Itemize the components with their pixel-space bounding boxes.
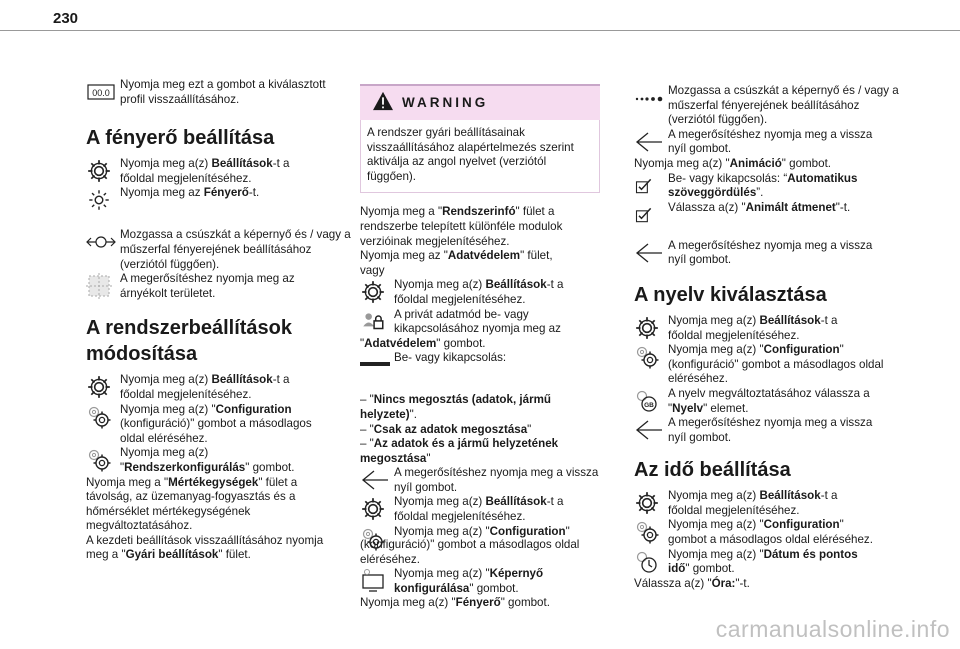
warning-header bbox=[360, 86, 600, 120]
privacy-step-5 bbox=[360, 495, 600, 524]
text-bold: Automatikus szöveggördülés bbox=[668, 171, 858, 200]
checkbox-icon bbox=[634, 172, 668, 200]
column-2: WARNING A rendszer gyári beállításainak visszaállításához alapértelmezés szerint aktiválja az angol nyelvet (verziótól függően). Nyomja meg a "Rendszerinfó" fület a rendszerbe telepített különféle modulok verzióinak megjelenítéséhez. Nyomja meg az "Adatvédelem" fület, vagy Nyomja meg a(z) Beállítások-t a főoldal megjelenítéséhez. A privát adatmód be- vagy kikapcsolásához nyomja meg az "Adatvédelem" gombot. Be- vagy kikapcsolás: – "Nincs megosztás (adatok, jármű helyzete)". – "Csak az adatok megosztása" – "Az adatok és a jármű helyzetének megosztása" A megerősítéshez nyomja meg a vissza nyíl gombot. Nyomja meg a(z) Beállítások-t a főoldal megjelenítéséhez. Nyomja meg a(z) "Configuration" (konfiguráció)" gombot a másodlagos oldal eléréséhez. Nyomja meg a(z) "Képernyő konfigurálása" gombot. Nyomja meg a(z) "Fényerő" gombot. bbox=[360, 84, 600, 611]
text: " bbox=[426, 451, 431, 465]
warning-body: A rendszer gyári beállításainak visszaállításához alapértelmezés szerint aktiválja az angol nyelvet (verziótól függően). bbox=[360, 120, 600, 193]
c3-step-2 bbox=[634, 128, 874, 157]
text-bold: Rendszerkonfigurálás bbox=[124, 460, 246, 474]
text: (konfiguráció)" gombot a másodlagos oldal eléréséhez. bbox=[120, 417, 312, 445]
text: " fület, bbox=[520, 249, 553, 263]
language-heading: A nyelv kiválasztása bbox=[634, 283, 827, 306]
factory-reset-paragraph bbox=[86, 534, 326, 563]
text: Nyomja meg a(z) bbox=[394, 278, 486, 292]
text: Nyomja meg a " bbox=[360, 205, 443, 219]
page-number: 230 bbox=[53, 10, 79, 27]
text-bold: Nyelv bbox=[672, 401, 704, 415]
text-bold: Beállítások bbox=[759, 313, 821, 327]
system-step-1 bbox=[86, 373, 326, 402]
text-bold: Mértékegységek bbox=[168, 475, 259, 489]
warning-box bbox=[360, 84, 600, 193]
text: -t a főoldal megjelenítéséhez. bbox=[394, 278, 564, 306]
text: " gombot. bbox=[685, 562, 735, 576]
text-bold: Beállítások bbox=[759, 489, 821, 503]
text: " bbox=[565, 524, 570, 538]
text: A kezdeti beállítások visszaállításához nyomja meg a " bbox=[86, 533, 324, 562]
privacy-step-2 bbox=[360, 308, 600, 337]
text-bold: Dátum és pontos idő bbox=[668, 547, 858, 576]
text: -t a főoldal megjelenítéséhez. bbox=[120, 373, 290, 401]
brightness-heading: A fényerő beállítása bbox=[86, 127, 275, 150]
footer-watermark: carmanualsonline.info bbox=[715, 616, 950, 642]
text: Válassza a(z) " bbox=[634, 576, 712, 590]
lang-step-1 bbox=[634, 314, 874, 343]
text: Nyomja meg az " bbox=[360, 249, 448, 263]
text-bold: Óra: bbox=[711, 576, 736, 590]
text: "-t. bbox=[835, 200, 851, 214]
text-bold: Animált átmenet bbox=[745, 200, 836, 214]
system-heading-line2: módosítása bbox=[86, 343, 198, 366]
text-bold: Configuration bbox=[763, 518, 840, 532]
gear-icon bbox=[360, 495, 394, 523]
text-bold: Nincs megosztás (adatok, jármű helyzete) bbox=[360, 393, 551, 421]
configuration-gear-icon bbox=[634, 518, 668, 546]
checkbox-icon bbox=[634, 201, 668, 229]
text: " fület a távolság, az üzemanyag-fogyasztás és a hőmérséklet mértékegységének megváltoztatásához. bbox=[86, 475, 298, 533]
text: " gombot. bbox=[245, 460, 295, 474]
text-bold: Gyári beállítások bbox=[125, 548, 219, 562]
text: Válassza a(z) " bbox=[668, 200, 746, 214]
text: Nyomja meg a(z) " bbox=[120, 402, 216, 416]
text: Nyomja meg az bbox=[120, 186, 204, 200]
text: – " bbox=[360, 437, 374, 451]
text-bold: Rendszerinfó bbox=[442, 205, 516, 219]
c3-step-3 bbox=[634, 172, 874, 201]
system-step-3 bbox=[86, 446, 326, 475]
time-step-3 bbox=[634, 548, 874, 577]
text: " gombot. bbox=[436, 336, 486, 350]
back-arrow-icon bbox=[634, 416, 668, 444]
toggle-icon bbox=[360, 351, 394, 379]
text: " gombot. bbox=[469, 581, 519, 595]
text: -t a főoldal megjelenítéséhez. bbox=[668, 313, 838, 342]
text: vagy bbox=[360, 263, 385, 277]
brightness-icon bbox=[86, 186, 120, 214]
text: Nyomja meg a(z) " bbox=[394, 567, 490, 581]
brightness-step-3 bbox=[86, 228, 351, 272]
text: Nyomja meg a(z) " bbox=[394, 524, 490, 538]
text: -t a főoldal megjelenítéséhez. bbox=[668, 489, 838, 517]
text: " fület a rendszerbe telepített különféle modulok verzióinak megjelenítéséhez. bbox=[360, 205, 563, 248]
text-bold: Configuration bbox=[489, 524, 566, 538]
text: Nyomja meg a(z) " bbox=[360, 596, 456, 610]
text: Nyomja meg a(z) bbox=[668, 489, 760, 503]
text: A megerősítéshez nyomja meg a vissza nyíl gombot. bbox=[668, 127, 873, 156]
back-arrow-icon bbox=[360, 466, 394, 494]
text: ". bbox=[409, 407, 417, 421]
system-heading-line1: A rendszerbeállítások bbox=[86, 317, 293, 340]
text-bold: Beállítások bbox=[485, 495, 547, 509]
text: A megerősítéshez nyomja meg az árnyékolt területet. bbox=[120, 272, 295, 300]
text: A nyelv megváltoztatásához válassza a " bbox=[668, 386, 870, 415]
gear-icon bbox=[360, 278, 394, 306]
text-bold: Configuration bbox=[215, 402, 292, 416]
text-bold: Csak az adatok megosztása bbox=[373, 422, 528, 436]
text: -t a főoldal megjelenítéséhez. bbox=[120, 157, 290, 185]
language-icon bbox=[634, 387, 668, 415]
c3-step-4 bbox=[634, 201, 874, 229]
text: Nyomja meg a(z) bbox=[120, 373, 212, 387]
warning-title: WARNING bbox=[402, 94, 489, 110]
dots-slider-icon bbox=[634, 84, 668, 112]
slider-icon bbox=[86, 228, 120, 256]
brightness-step-2 bbox=[86, 186, 326, 214]
text: " gombot a másodlagos oldal eléréséhez. bbox=[668, 518, 873, 547]
system-step-2 bbox=[86, 403, 326, 447]
text: – " bbox=[360, 422, 374, 436]
text: A megerősítéshez nyomja meg a vissza nyíl gombot. bbox=[668, 238, 873, 267]
configuration-gear-icon bbox=[634, 343, 668, 371]
text-bold: Beállítások bbox=[485, 278, 547, 292]
text-bold: Configuration bbox=[763, 343, 840, 357]
text: Nyomja meg a(z) bbox=[120, 157, 212, 171]
svg-text:GB: GB bbox=[644, 401, 654, 409]
text-bold: Beállítások bbox=[211, 373, 273, 387]
time-step-2 bbox=[634, 518, 874, 547]
brightness-step-1 bbox=[86, 157, 326, 186]
text: " (konfiguráció" gombot a másodlagos oldal eléréséhez. bbox=[668, 343, 884, 386]
text-bold: Fényerő bbox=[455, 596, 501, 610]
privacy-step-3 bbox=[360, 351, 600, 379]
shaded-area-icon bbox=[86, 272, 120, 300]
text: Nyomja meg a(z) " bbox=[668, 547, 764, 561]
text-bold: Képernyő konfigurálása bbox=[394, 567, 544, 595]
reset-button-icon bbox=[86, 78, 120, 106]
gear-icon bbox=[86, 373, 120, 401]
text: Mozgassa a csúszkát a képernyő és / vagy a műszerfal fényerejének beállításához (verziótól függően). bbox=[668, 84, 899, 127]
gear-icon bbox=[634, 314, 668, 342]
svg-text:00.0: 00.0 bbox=[92, 88, 110, 98]
brightness-step-4 bbox=[86, 272, 326, 301]
text: Nyomja meg a(z) " bbox=[668, 343, 764, 357]
text: Be- vagy kikapcsolás: bbox=[394, 351, 507, 365]
screen-config-icon bbox=[360, 567, 394, 595]
clock-icon bbox=[634, 548, 668, 576]
reset-intro: Nyomja meg ezt a gombot a kiválasztott profil visszaállításához. bbox=[120, 78, 326, 106]
text: – " bbox=[360, 393, 374, 407]
gear-icon bbox=[634, 489, 668, 517]
text: " elemet. bbox=[703, 401, 749, 415]
text: A megerősítéshez nyomja meg a vissza nyíl gombot. bbox=[394, 466, 599, 494]
text: " bbox=[527, 422, 532, 436]
text-bold: Animáció bbox=[729, 156, 782, 170]
lang-step-4 bbox=[634, 416, 874, 445]
gear-icon bbox=[86, 157, 120, 185]
text: (konfiguráció)" gombot a másodlagos oldal eléréséhez. bbox=[360, 538, 580, 566]
c3-step-1 bbox=[634, 84, 899, 128]
configuration-gear-icon bbox=[86, 403, 120, 431]
privacy-step-7 bbox=[360, 567, 600, 596]
text: Nyomja meg a " bbox=[86, 475, 169, 489]
privacy-step-4 bbox=[360, 466, 600, 495]
reset-step bbox=[86, 78, 326, 107]
text: Be- vagy kikapcsolás: “ bbox=[668, 171, 788, 185]
back-arrow-icon bbox=[634, 128, 668, 156]
text-bold: Adatvédelem bbox=[447, 249, 521, 263]
text: " gombot. bbox=[500, 596, 550, 610]
units-paragraph bbox=[86, 476, 326, 534]
column-3 bbox=[634, 84, 899, 591]
text: Nyomja meg a(z) " bbox=[120, 446, 209, 474]
back-arrow-icon bbox=[634, 239, 668, 267]
column-1 bbox=[86, 78, 351, 563]
text: Nyomja meg a(z) bbox=[394, 495, 486, 509]
privacy-step-1 bbox=[360, 278, 600, 307]
c3-step-5 bbox=[634, 239, 874, 268]
text: Mozgassa a csúszkát a képernyő és / vagy a műszerfal fényerejének beállításához (verziótól függően). bbox=[120, 228, 351, 271]
header-rule bbox=[0, 30, 960, 31]
lang-step-3 bbox=[634, 387, 874, 416]
warning-icon bbox=[372, 91, 394, 116]
text-bold: Beállítások bbox=[211, 157, 273, 171]
text: -t. bbox=[248, 186, 260, 200]
text-bold: Adatvédelem bbox=[364, 336, 437, 350]
lang-step-2 bbox=[634, 343, 884, 387]
text-bold: Fényerő bbox=[203, 186, 249, 200]
text: " gombot. bbox=[781, 156, 832, 170]
text: A privát adatmód be- vagy kikapcsolásához nyomja meg az bbox=[394, 307, 561, 336]
text: -t a főoldal megjelenítéséhez. bbox=[394, 495, 564, 524]
time-step-1 bbox=[634, 489, 874, 518]
text: A megerősítéshez nyomja meg a vissza nyíl gombot. bbox=[668, 416, 873, 444]
text: ”. bbox=[756, 186, 764, 200]
text-bold: Az adatok és a jármű helyzetének megosztása bbox=[360, 437, 559, 465]
text: Nyomja meg a(z) " bbox=[668, 518, 764, 532]
privacy-icon bbox=[360, 308, 394, 336]
text: "-t. bbox=[735, 576, 750, 590]
text: " fület. bbox=[218, 548, 251, 562]
text: Nyomja meg a(z) " bbox=[634, 156, 730, 170]
time-heading: Az idő beállítása bbox=[634, 459, 791, 482]
text: Nyomja meg a(z) bbox=[668, 313, 760, 327]
configuration-gear-icon bbox=[86, 446, 120, 474]
